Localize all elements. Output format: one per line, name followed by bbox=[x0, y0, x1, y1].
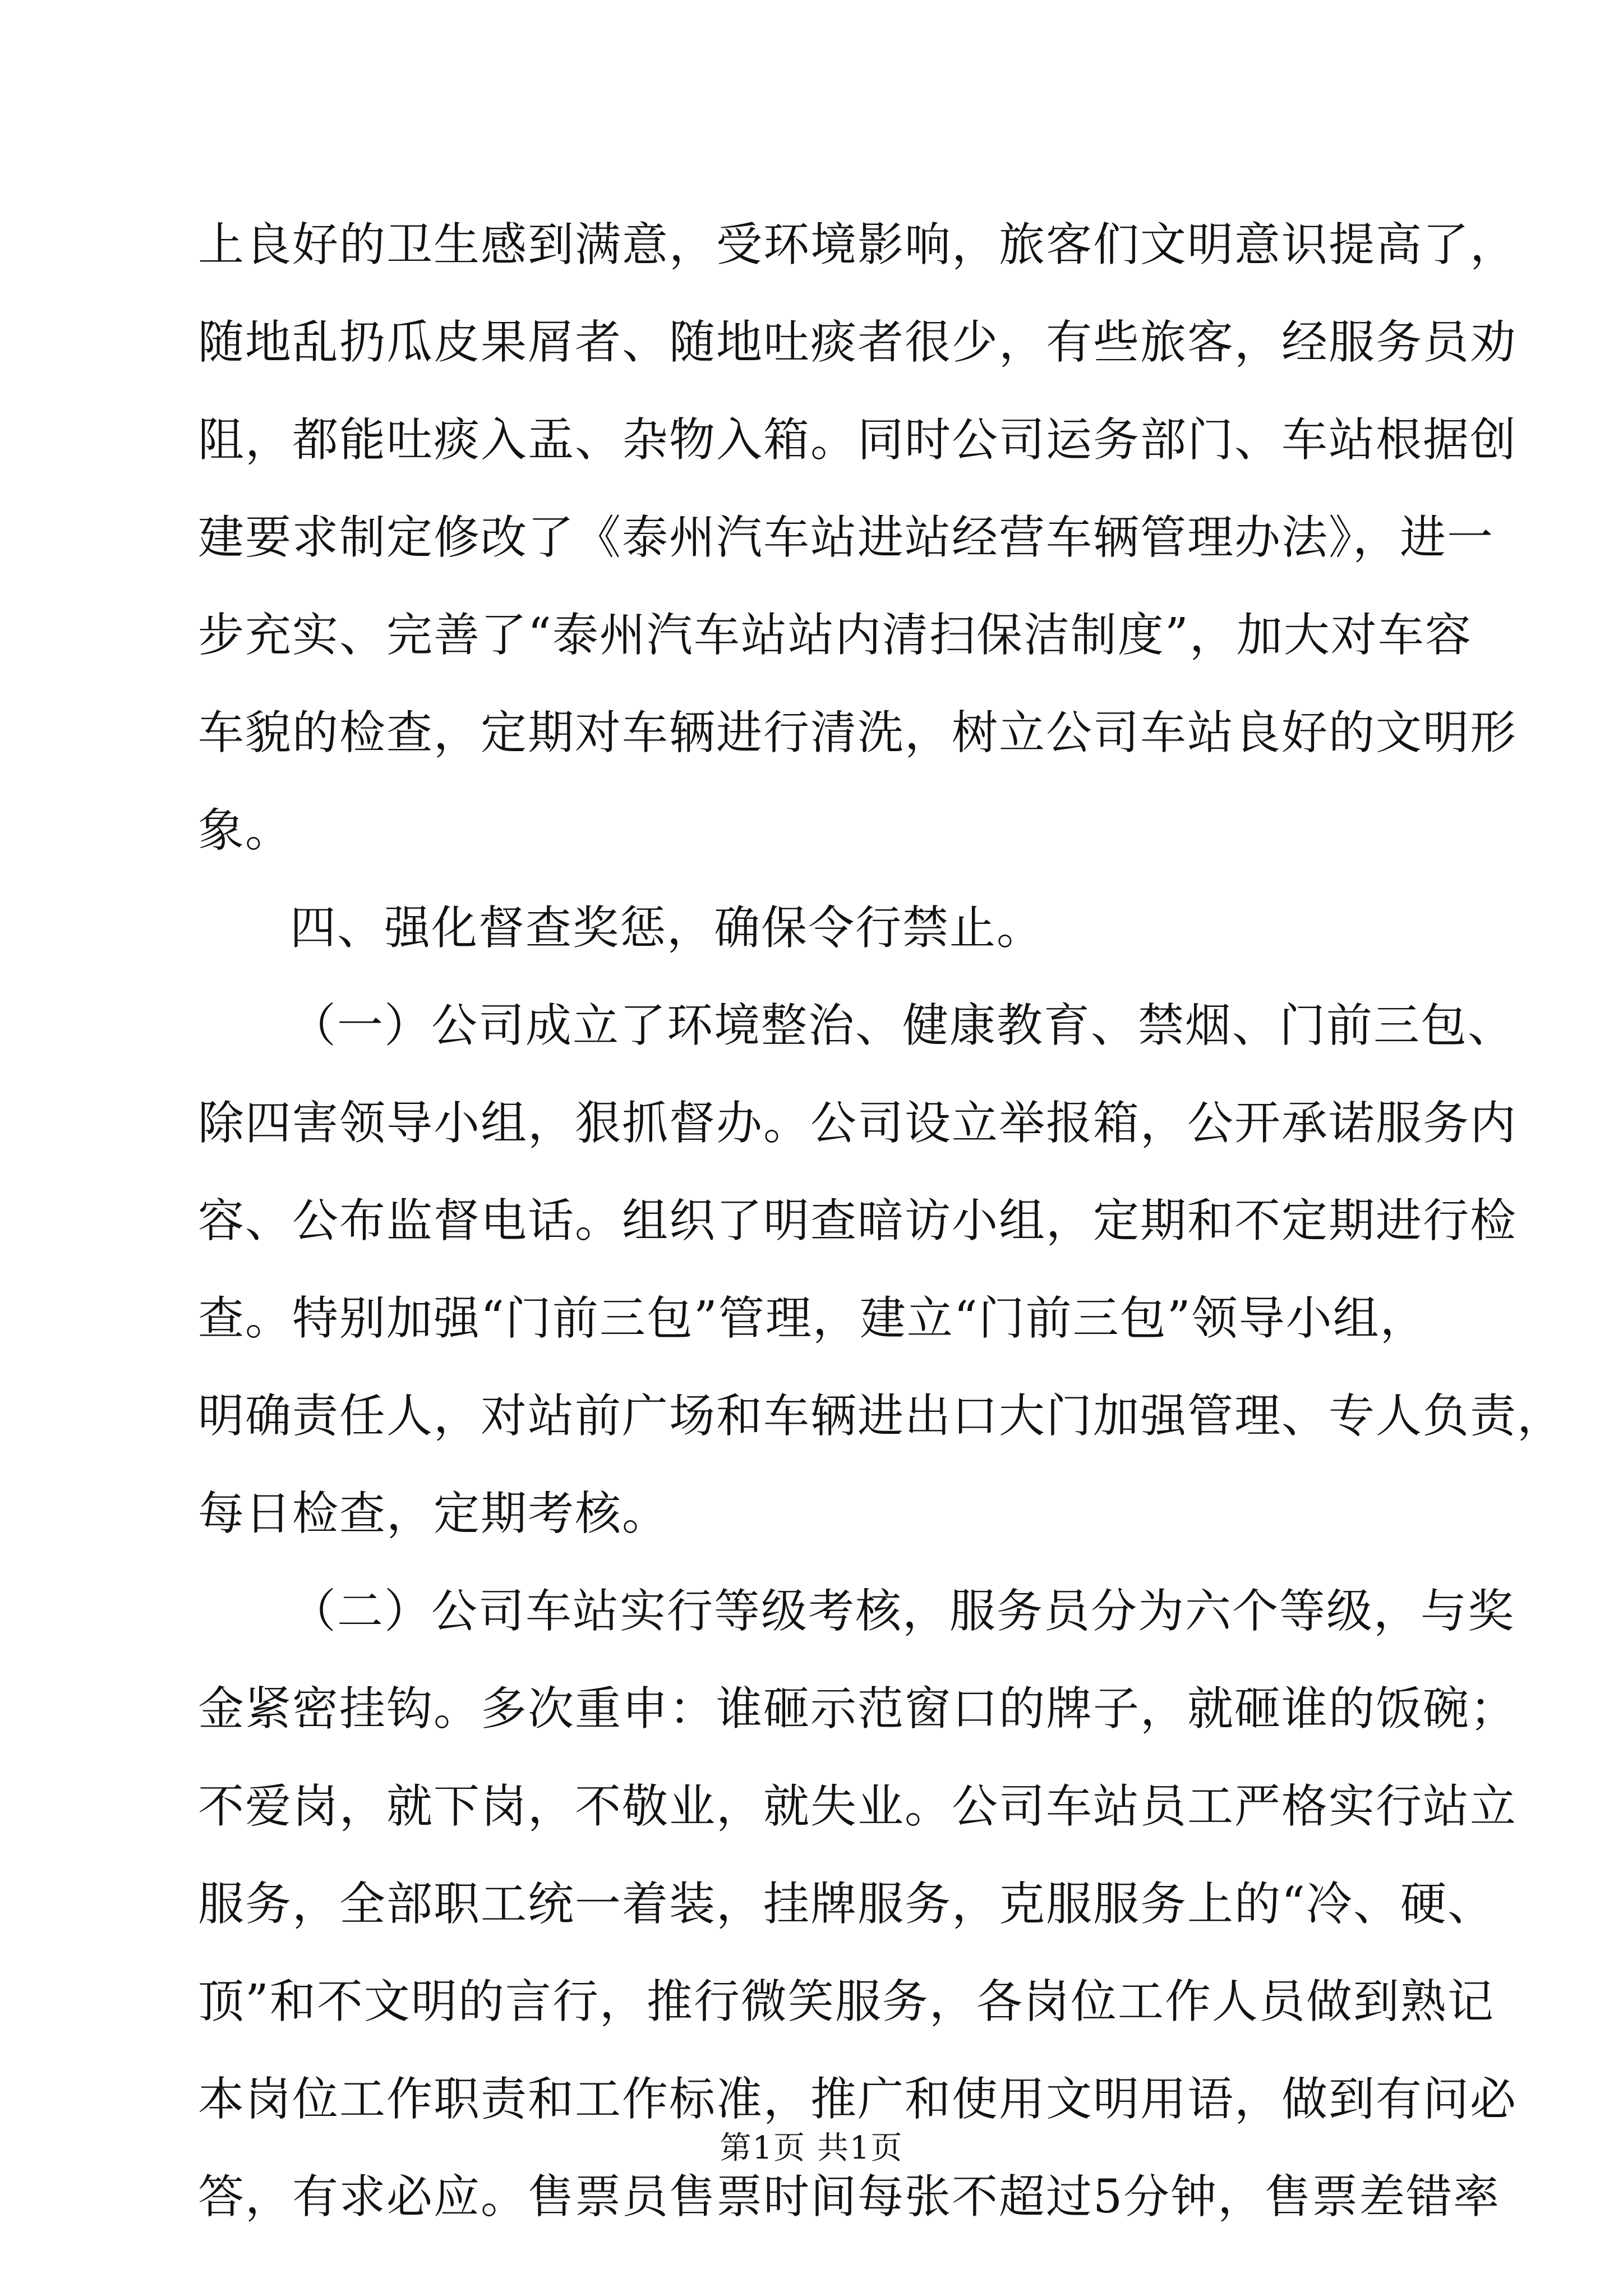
text-line: 服务，全部职工统一着装，挂牌服务，克服服务上的“冷、硬、 bbox=[198, 1878, 1495, 1931]
document-body bbox=[198, 196, 1565, 2246]
text-line: 建要求制定修改了《泰州汽车站进站经营车辆管理办法》，进一 bbox=[198, 511, 1495, 564]
text-line: 随地乱扔瓜皮果屑者、随地吐痰者很少，有些旅客，经服务员劝 bbox=[198, 316, 1518, 369]
text-line: 顶”和不文明的言行，推行微笑服务，各岗位工作人员做到熟记 bbox=[198, 1975, 1495, 2028]
paragraph-start: （二）公司车站实行等级考核，服务员分为六个等级，与奖 bbox=[290, 1585, 1515, 1638]
text-line: 每日检查，定期考核。 bbox=[198, 1487, 670, 1540]
text-line: 本岗位工作职责和工作标准，推广和使用文明用语，做到有问必 bbox=[198, 2073, 1518, 2126]
section-heading: 四、强化督查奖惩，确保令行禁止。 bbox=[290, 901, 1044, 955]
page-footer: 第1页 共1页 bbox=[720, 2130, 903, 2166]
text-line: 金紧密挂钩。多次重申：谁砸示范窗口的牌子，就砸谁的饭碗； bbox=[198, 1682, 1518, 1736]
text-line: 象。 bbox=[198, 804, 293, 857]
text-line: 步充实、完善了“泰州汽车站站内清扫保洁制度”，加大对车容 bbox=[198, 609, 1472, 662]
text-line: 不爱岗，就下岗，不敬业，就失业。公司车站员工严格实行站立 bbox=[198, 1780, 1518, 1833]
text-line: 查。特别加强“门前三包”管理，建立“门前三包”领导小组， bbox=[198, 1292, 1427, 1345]
text-line: 答，有求必应。售票员售票时间每张不超过5分钟，售票差错率 bbox=[198, 2170, 1501, 2224]
text-line: 除四害领导小组，狠抓督办。公司设立举报箱，公开承诺服务内 bbox=[198, 1097, 1518, 1150]
text-line: 容、公布监督电话。组织了明查暗访小组，定期和不定期进行检 bbox=[198, 1194, 1518, 1248]
text-line: 车貌的检查，定期对车辆进行清洗，树立公司车站良好的文明形 bbox=[198, 706, 1518, 760]
text-line: 上良好的卫生感到满意，受环境影响，旅客们文明意识提高了， bbox=[198, 218, 1518, 272]
text-line: 明确责任人，对站前广场和车辆进出口大门加强管理、专人负责， bbox=[198, 1389, 1565, 1443]
text-line: 阻，都能吐痰入盂、杂物入箱。同时公司运务部门、车站根据创 bbox=[198, 413, 1518, 467]
paragraph-start: （一）公司成立了环境整治、健康教育、禁烟、门前三包、 bbox=[290, 999, 1515, 1052]
